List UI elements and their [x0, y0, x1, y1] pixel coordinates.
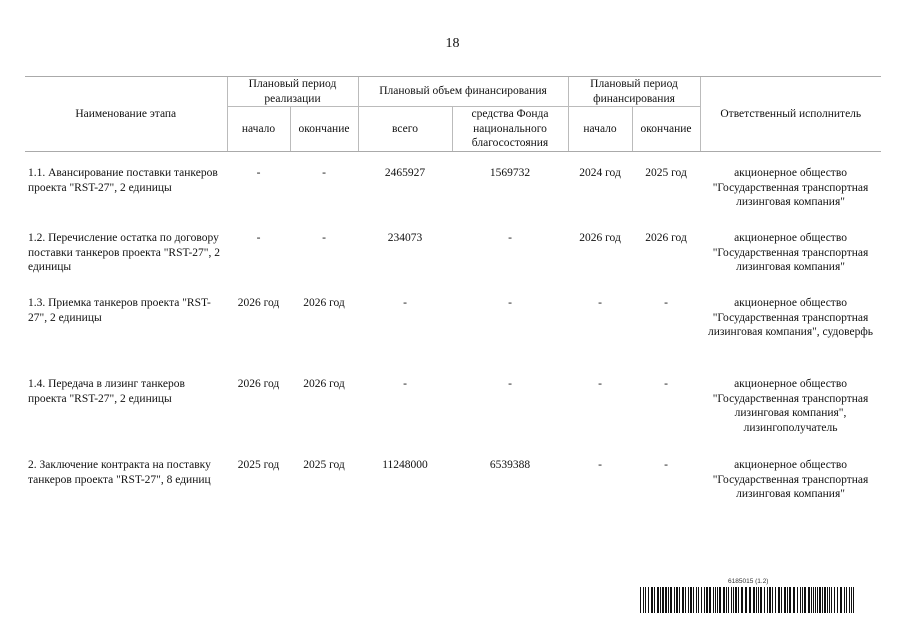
fin-end: - [664, 378, 668, 390]
stages-table [25, 76, 881, 523]
fin-end: - [664, 459, 668, 471]
executor: акционерное общество "Государственная транспортная лизинговая компания", судоверфь [707, 297, 874, 338]
stage-name: 1.2. Перечисление остатка по договору поставки танкеров проекта "RST-27", 2 единицы [28, 232, 220, 273]
impl-end: 2026 год [303, 378, 345, 390]
stage-name: 1.4. Передача в лизинг танкеров проекта "RST-27", 2 единицы [28, 378, 185, 405]
fin-end: 2025 год [645, 167, 687, 179]
header-impl-period: Плановый период реализации [227, 77, 358, 107]
fin-start: 2026 год [579, 232, 621, 244]
stage-name: 2. Заключение контракта на поставку танкеров проекта "RST-27", 8 единиц [28, 459, 211, 486]
funding-fund: 6539388 [489, 459, 531, 471]
impl-end: 2026 год [303, 297, 345, 309]
funding-fund: - [508, 297, 512, 309]
table-row [25, 231, 881, 296]
table-row [25, 458, 881, 523]
table-row [25, 296, 881, 377]
header-funding-period: Плановый период финансирования [568, 77, 700, 107]
header-funding-volume: Плановый объем финансирования [358, 77, 568, 107]
header-executor: Ответственный исполнитель [700, 77, 881, 152]
fin-end: 2026 год [645, 232, 687, 244]
table-row [25, 377, 881, 458]
executor: акционерное общество "Государственная транспортная лизинговая компания" [712, 459, 869, 500]
impl-start: - [256, 167, 261, 179]
barcode-label: 6185015 (1.2) [728, 578, 769, 585]
impl-start: 2026 год [237, 297, 280, 309]
funding-total: 11248000 [382, 459, 428, 471]
funding-fund: - [508, 232, 512, 244]
funding-total: 234073 [387, 232, 423, 244]
impl-end: 2025 год [303, 459, 345, 471]
page-number: 18 [445, 36, 460, 51]
impl-start: 2025 год [237, 459, 280, 471]
funding-total: - [403, 378, 407, 390]
header-fin-start: начало [568, 107, 632, 152]
header-impl-end: окончание [290, 107, 358, 152]
header-stage-name: Наименование этапа [25, 77, 227, 152]
funding-fund: - [508, 378, 512, 390]
funding-total: 2465927 [384, 167, 426, 179]
impl-end: - [322, 232, 326, 244]
funding-fund: 1569732 [489, 167, 531, 179]
fin-start: - [598, 378, 602, 390]
barcode-icon [640, 587, 857, 613]
table-row [25, 166, 881, 231]
stage-name: 1.1. Авансирование поставки танкеров проекта "RST-27", 2 единицы [28, 167, 218, 194]
executor: акционерное общество "Государственная транспортная лизинговая компания", лизингополучатель [712, 378, 869, 434]
executor: акционерное общество "Государственная транспортная лизинговая компания" [712, 232, 869, 273]
impl-start: - [256, 232, 261, 244]
header-fin-end: окончание [632, 107, 700, 152]
funding-total: - [403, 297, 407, 309]
header-fund: средства Фонда национального благосостояния [452, 107, 568, 152]
fin-end: - [664, 297, 668, 309]
impl-start: 2026 год [237, 378, 280, 390]
header-total: всего [358, 107, 452, 152]
fin-start: - [598, 297, 602, 309]
fin-start: - [598, 459, 602, 471]
header-impl-start: начало [227, 107, 290, 152]
executor: акционерное общество "Государственная транспортная лизинговая компания" [712, 167, 869, 208]
fin-start: 2024 год [579, 167, 621, 179]
impl-end: - [322, 167, 326, 179]
stage-name: 1.3. Приемка танкеров проекта "RST-27", 2 единицы [28, 297, 211, 324]
